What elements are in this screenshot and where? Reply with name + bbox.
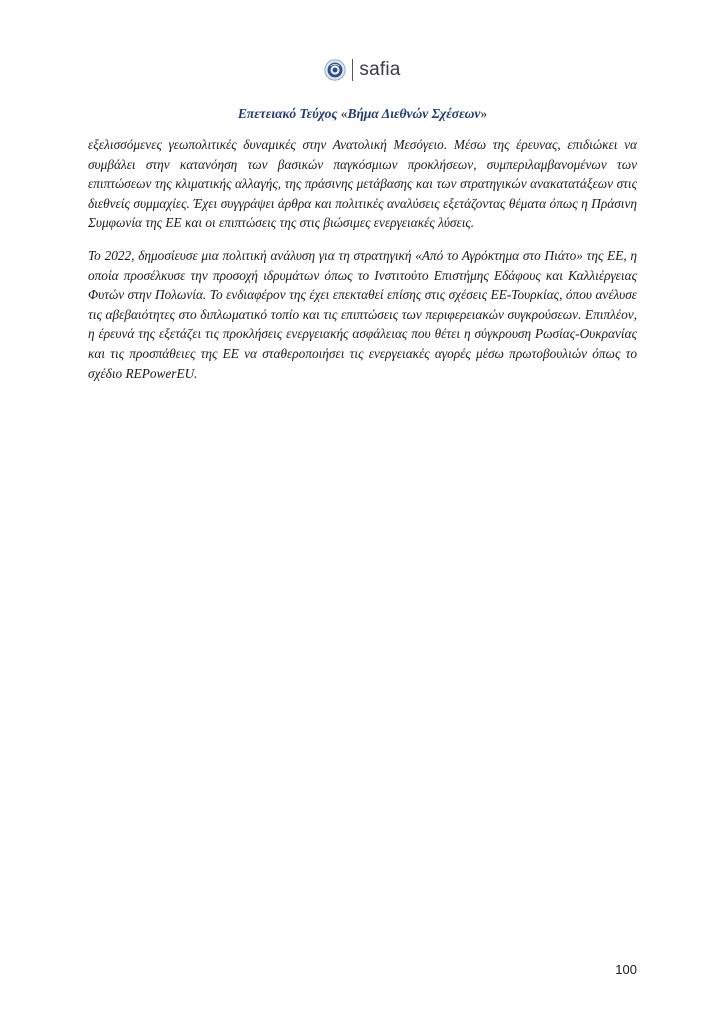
page-header <box>0 56 725 84</box>
issue-title-prefix: Επετειακό Τεύχος <box>237 106 341 121</box>
logo-divider <box>352 59 353 81</box>
issue-title-text: Βήμα Διεθνών Σχέσεων <box>347 106 481 121</box>
safia-emblem-icon <box>324 59 346 81</box>
body-content <box>88 135 637 396</box>
page-number: 100 <box>615 962 637 977</box>
safia-logo <box>324 59 400 81</box>
issue-title <box>0 106 725 122</box>
body-paragraph: Το 2022, δημοσίευσε μια πολιτική ανάλυση για τη στρατηγική «Από το Αγρόκτημα στο Πιάτο» της ΕΕ, η οποία προσέλκυσε την προσοχή ιδρυμάτων όπως το Ινστιτούτο Επιστήμης Εδάφους και Καλλιέργειας Φυτών στην Πολωνία. Το ενδιαφέρον της έχει επεκταθεί επίσης στις σχέσεις ΕΕ-Τουρκίας, όπου ανέλυσε τις αβεβαιότητες στο διπλωματικό τοπίο και τις επιπτώσεις των περιφερειακών συγκρούσεων. Επιπλέον, η έρευνά της εξετάζει τις προκλήσεις ενεργειακής ασφάλειας που θέτει η σύγκρουση Ρωσίας-Ουκρανίας και τις προσπάθειες της ΕΕ να σταθεροποιήσει τις ενεργειακές αγορές μέσω πρωτοβουλιών όπως το σχέδιο REPowerEU. <box>88 247 637 381</box>
issue-title-close-quote: » <box>480 106 488 121</box>
issue-title-open-quote: « <box>340 106 348 121</box>
logo-text: safia <box>359 59 401 80</box>
body-paragraph: εξελισσόμενες γεωπολιτικές δυναμικές στην Ανατολική Μεσόγειο. Μέσω της έρευνας, επιδιώκει να συμβάλει στην κατανόηση των βασικών παγκόσμιων προκλήσεων, συμπεριλαμβανομένων των επιπτώσεων της κλιματικής αλλαγής, της πράσινης μετάβασης και των στρατηγικών ανακατατάξεων στις διεθνείς συμμαχίες. Έχει συγγράψει άρθρα και πολιτικές αναλύσεις εξετάζοντας θέματα όπως η Πράσινη Συμφωνία της ΕΕ και οι επιπτώσεις της στις βιώσιμες ενεργειακές λύσεις. <box>88 137 637 231</box>
